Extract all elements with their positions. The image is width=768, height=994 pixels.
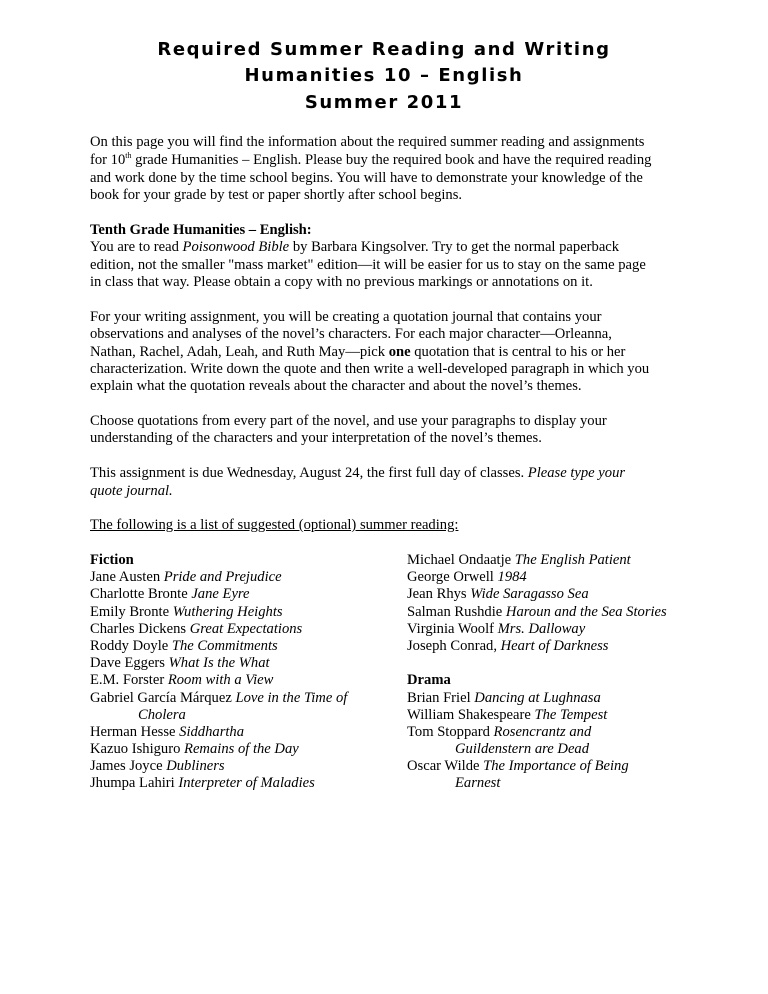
title-line-2: Humanities 10 – English bbox=[244, 65, 524, 86]
book-item: Charlotte Bronte Jane Eyre bbox=[90, 586, 250, 603]
book-item: James Joyce Dubliners bbox=[90, 758, 225, 775]
intro-line-2: for 10th grade Humanities – English. Please buy the required book and have the required reading bbox=[90, 151, 652, 168]
intro-line-4: book for your grade by test or paper shortly after school begins. bbox=[90, 187, 463, 203]
choose-line-1: Choose quotations from every part of the novel, and use your paragraphs to display your bbox=[90, 413, 607, 429]
book-item-continuation: Guildenstern are Dead bbox=[455, 741, 590, 758]
book-item: Roddy Doyle The Commitments bbox=[90, 637, 278, 654]
title-line-3: Summer 2011 bbox=[304, 92, 464, 113]
due-line-1: This assignment is due Wednesday, August 24, the first full day of classes. Please type your bbox=[90, 465, 626, 481]
tenth-line-1: You are to read Poisonwood Bible by Barbara Kingsolver. Try to get the normal paperback bbox=[90, 239, 620, 255]
drama-heading: Drama bbox=[407, 672, 451, 689]
book-item-continuation: Cholera bbox=[138, 706, 186, 723]
book-item: Joseph Conrad, Heart of Darkness bbox=[407, 637, 609, 654]
tenth-line-2: edition, not the smaller "mass market" edition—it will be easier for us to stay on the same page bbox=[90, 257, 646, 273]
book-item: William Shakespeare The Tempest bbox=[407, 706, 608, 723]
suggested-reading-heading: The following is a list of suggested (optional) summer reading: bbox=[90, 517, 459, 533]
book-item: Gabriel García Márquez Love in the Time of bbox=[90, 689, 348, 706]
book-item: Kazuo Ishiguro Remains of the Day bbox=[90, 741, 299, 758]
book-item: Jean Rhys Wide Saragasso Sea bbox=[407, 586, 589, 603]
writing-line-4: characterization. Write down the quote and then write a well-developed paragraph in which you bbox=[90, 361, 650, 377]
book-item: Oscar Wilde The Importance of Being bbox=[407, 758, 629, 775]
writing-line-3: Nathan, Rachel, Adah, Leah, and Ruth May—pick one quotation that is central to his or her bbox=[90, 344, 626, 360]
book-item: Jane Austen Pride and Prejudice bbox=[90, 569, 282, 586]
book-item: E.M. Forster Room with a View bbox=[90, 672, 274, 689]
book-item: Emily Bronte Wuthering Heights bbox=[90, 603, 283, 620]
book-item: Brian Friel Dancing at Lughnasa bbox=[407, 689, 601, 706]
writing-line-2: observations and analyses of the novel’s characters. For each major character—Orleanna, bbox=[90, 326, 612, 342]
book-item: Michael Ondaatje The English Patient bbox=[407, 552, 631, 568]
book-item: Charles Dickens Great Expectations bbox=[90, 620, 303, 637]
writing-line-1: For your writing assignment, you will be creating a quotation journal that contains your bbox=[90, 309, 602, 325]
title-line-1: Required Summer Reading and Writing bbox=[157, 39, 611, 60]
book-item: Herman Hesse Siddhartha bbox=[90, 723, 245, 740]
spacer bbox=[407, 655, 667, 672]
book-item: Salman Rushdie Haroun and the Sea Stories bbox=[407, 603, 667, 620]
choose-line-2: understanding of the characters and your interpretation of the novel’s themes. bbox=[90, 430, 542, 446]
book-item: Tom Stoppard Rosencrantz and bbox=[407, 723, 592, 740]
book-item: Jhumpa Lahiri Interpreter of Maladies bbox=[90, 775, 315, 792]
book-item: Dave Eggers What Is the What bbox=[90, 655, 270, 672]
book-item: George Orwell 1984 bbox=[407, 569, 527, 586]
tenth-line-3: in class that way. Please obtain a copy with no previous markings or annotations on it. bbox=[90, 274, 593, 290]
writing-line-5: explain what the quotation reveals about the character and about the novel’s themes. bbox=[90, 378, 582, 394]
due-line-2: quote journal. bbox=[90, 483, 173, 499]
intro-line-3: and work done by the time school begins. You will have to demonstrate your knowledge of the bbox=[90, 170, 643, 186]
fiction-heading: Fiction bbox=[90, 552, 134, 568]
fiction-drama-column bbox=[407, 552, 667, 793]
fiction-column bbox=[90, 552, 347, 793]
intro-line-1: On this page you will find the information about the required summer reading and assignments bbox=[90, 134, 645, 150]
book-item: Virginia Woolf Mrs. Dalloway bbox=[407, 620, 586, 637]
tenth-grade-heading: Tenth Grade Humanities – English: bbox=[90, 222, 312, 238]
book-item-continuation: Earnest bbox=[455, 775, 501, 792]
